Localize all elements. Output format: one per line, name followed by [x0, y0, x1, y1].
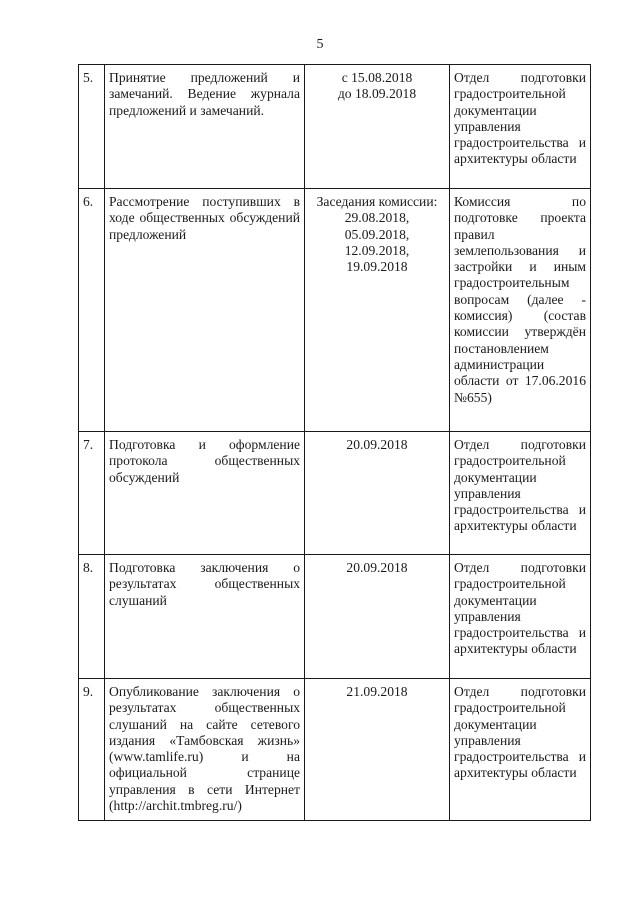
- row-description: Подготовка и оформление протокола общественных обсуждений: [105, 432, 305, 555]
- date-line: 20.09.2018: [346, 437, 408, 452]
- row-responsible: Комиссия по подготовке проекта правил землепользования и застройки и иным градостроительным вопросам (далее - комиссия) (состав комиссии утверждён постановлением администрации области от 17.06.2016 №655): [450, 189, 591, 432]
- table-row: [79, 432, 591, 555]
- row-dates: [305, 432, 450, 555]
- date-line: 21.09.2018: [346, 684, 408, 699]
- table-row: [79, 65, 591, 189]
- row-number: 5.: [79, 65, 105, 189]
- row-responsible: Отдел подготовки градостроительной документации управления градостроительства и архитектуры области: [450, 555, 591, 679]
- row-dates: [305, 555, 450, 679]
- table-row: [79, 555, 591, 679]
- row-description: Принятие предложений и замечаний. Ведение журнала предложений и замечаний.: [105, 65, 305, 189]
- row-responsible: Отдел подготовки градостроительной документации управления градостроительства и архитектуры области: [450, 432, 591, 555]
- schedule-table: [78, 64, 591, 821]
- row-dates: [305, 65, 450, 189]
- row-description: Подготовка заключения о результатах общественных слушаний: [105, 555, 305, 679]
- page-number: 5: [316, 37, 324, 52]
- row-description: Рассмотрение поступивших в ходе общественных обсуждений предложений: [105, 189, 305, 432]
- date-line: 12.09.2018,: [344, 242, 410, 258]
- row-dates: [305, 189, 450, 432]
- date-line: до 18.09.2018: [337, 86, 417, 102]
- row-responsible: Отдел подготовки градостроительной документации управления градостроительства и архитектуры области: [450, 65, 591, 189]
- row-responsible: Отдел подготовки градостроительной документации управления градостроительства и архитектуры области: [450, 679, 591, 821]
- row-number: 7.: [79, 432, 105, 555]
- date-line: 19.09.2018: [346, 259, 408, 275]
- row-description: Опубликование заключения о результатах общественных слушаний на сайте сетевого издания «Тамбовская жизнь» (www.tamlife.ru) и на официальной странице управления в сети Интернет (http://archit.tmbreg.ru/): [105, 679, 305, 821]
- row-dates: [305, 679, 450, 821]
- date-line: Заседания комиссии:: [316, 194, 438, 209]
- table-row: [79, 189, 591, 432]
- date-line: 05.09.2018,: [344, 226, 410, 242]
- table-row: [79, 679, 591, 821]
- date-line: 29.08.2018,: [344, 210, 410, 226]
- row-number: 8.: [79, 555, 105, 679]
- date-line: с 15.08.2018: [341, 70, 413, 85]
- date-line: 20.09.2018: [346, 560, 408, 575]
- row-number: 6.: [79, 189, 105, 432]
- row-number: 9.: [79, 679, 105, 821]
